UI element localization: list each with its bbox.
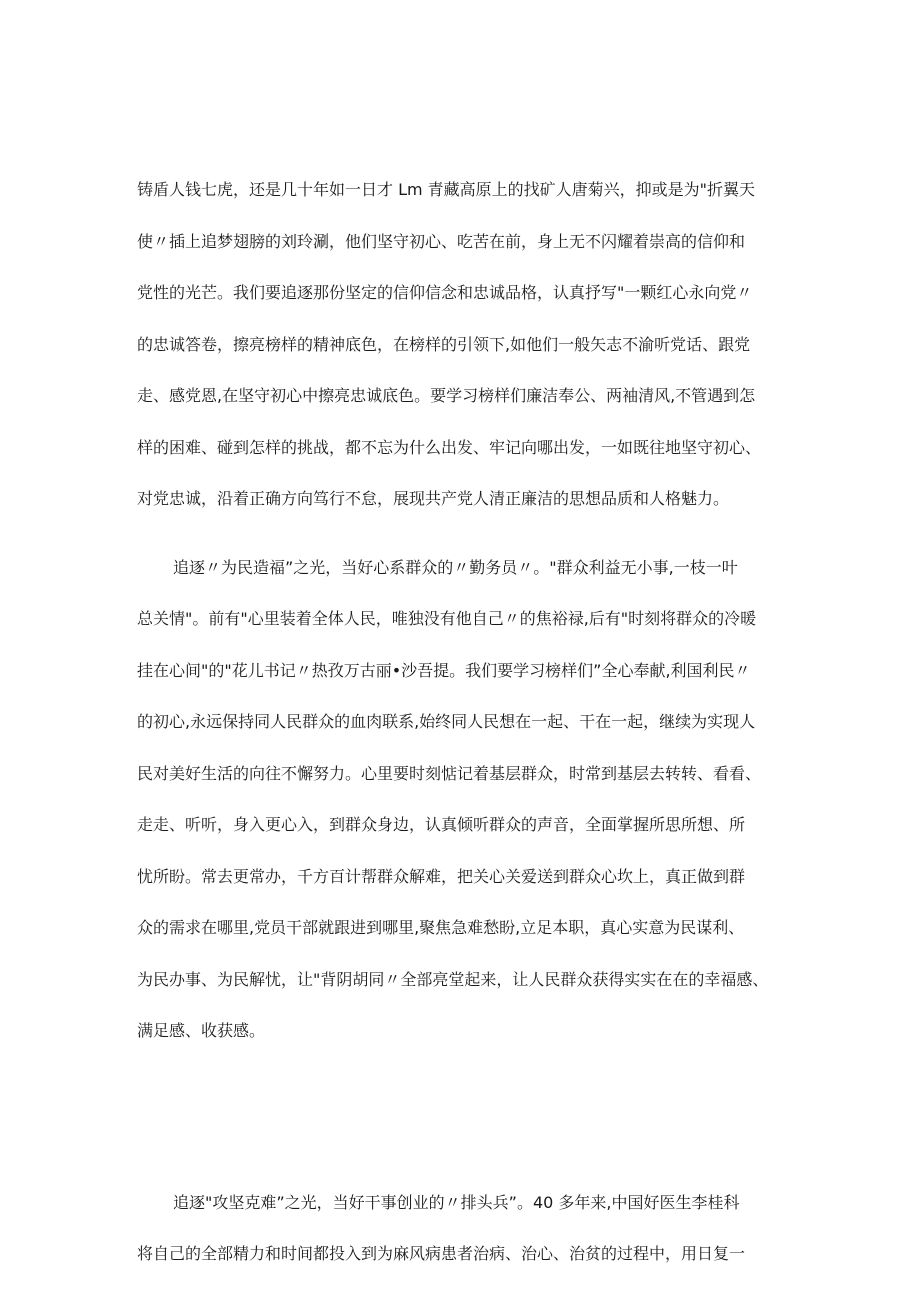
body-text-line: 满足感、收获感。 <box>137 1021 266 1040</box>
body-text-line: 的忠诚答卷，擦亮榜样的精神底色，在榜样的引领下,如他们一般矢志不渝听党话、跟党 <box>137 335 751 354</box>
body-text-line: 众的需求在哪里,党员干部就跟进到哪里,聚焦急难愁盼,立足本职，真心实意为民谋利、 <box>137 918 745 937</box>
body-text-line: 追逐"攻坚克难”之光，当好干事创业的〃排头兵”。40 多年来,中国好医生李桂科 <box>173 1193 740 1212</box>
body-text-line: 追逐〃为民造福”之光，当好心系群众的〃勤务员〃。"群众利益无小事,一枝一叶 <box>173 558 738 577</box>
body-text-line: 挂在心间"的"花儿书记〃热孜万古丽•沙吾提。我们要学习榜样们”全心奉献,利国利民〃 <box>137 661 751 680</box>
body-text-line: 走、感党恩,在坚守初心中擦亮忠诚底色。要学习榜样们廉洁奉公、两袖清风,不管遇到怎 <box>137 386 756 405</box>
body-text-line: 铸盾人钱七虎，还是几十年如一日才 Lm 青藏高原上的找矿人唐菊兴，抑或是为"折翼天 <box>137 180 756 199</box>
body-text-line: 对党忠诚，沿着正确方向笃行不怠，展现共产党人清正廉洁的思想品质和人格魅力。 <box>137 489 730 508</box>
body-text-line: 使〃插上追梦翅膀的刘玲涮，他们坚守初心、吃苦在前，身上无不闪耀着崇高的信仰和 <box>137 232 746 251</box>
body-text-line: 的初心,永远保持同人民群众的血肉联系,始终同人民想在一起、干在一起，继续为实现人 <box>137 712 756 731</box>
body-text-line: 为民办事、为民解忧，让"背阴胡同〃全部亮堂起来，让人民群众获得实实在在的幸福感、 <box>137 970 769 989</box>
body-text-line: 将自己的全部精力和时间都投入到为麻风病患者治病、治心、治贫的过程中，用日复一 <box>137 1244 746 1263</box>
body-text-line: 总关情"。前有"心里装着全体人民，唯独没有他自己〃的焦裕禄,后有"时刻将群众的冷暖 <box>137 609 757 628</box>
body-text-line: 走走、听听，身入更心入，到群众身边，认真倾听群众的声音，全面掌握所思所想、所 <box>137 815 746 834</box>
body-text-line: 党性的光芒。我们要追逐那份坚定的信仰信念和忠诚品格，认真抒写"一颗红心永向党〃 <box>137 283 753 302</box>
body-text-line: 忧所盼。常去更常办，千方百计帮群众解难，把关心关爱送到群众心坎上，真正做到群 <box>137 867 746 886</box>
body-text-line: 民对美好生活的向往不懈努力。心里要时刻惦记着基层群众，时常到基层去转转、看看、 <box>137 764 762 783</box>
body-text-line: 样的困难、碰到怎样的挑战，都不忘为什么出发、牢记向哪出发，一如既往地坚守初心、 <box>137 438 762 457</box>
